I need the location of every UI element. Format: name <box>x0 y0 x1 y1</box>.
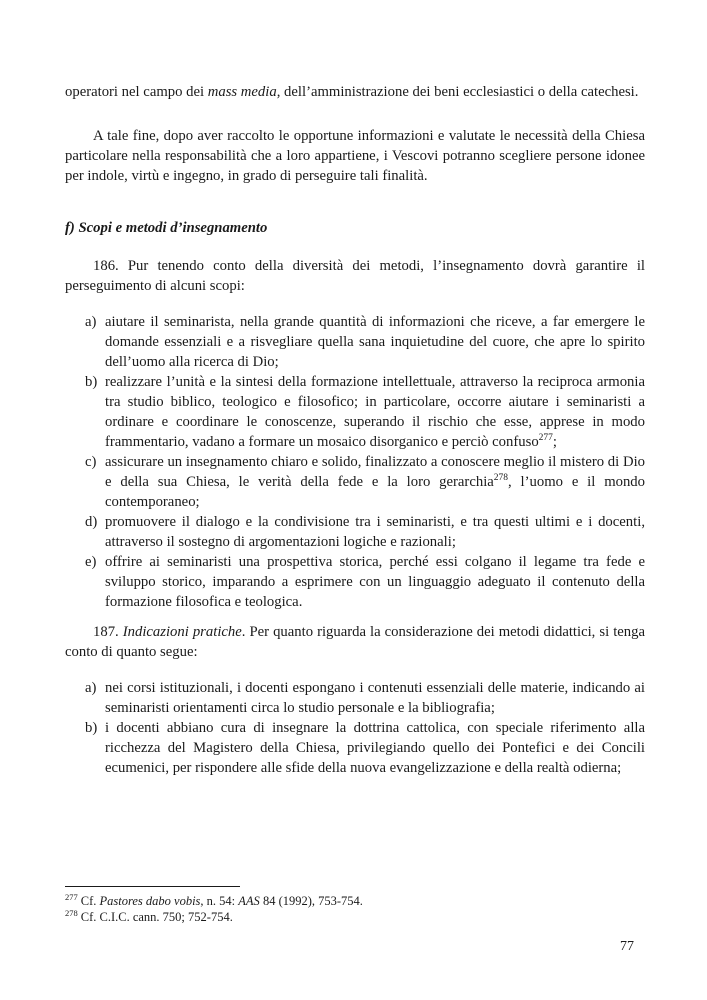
section-heading: f) Scopi e metodi d’insegnamento <box>65 220 268 236</box>
list-marker: c) <box>85 454 97 470</box>
list-item-a <box>65 312 645 372</box>
list-marker: b) <box>85 720 98 736</box>
list-item-d <box>65 512 645 552</box>
footnote-text: Cf. Pastores dabo vobis, n. 54: AAS 84 (1992), 753-754. <box>80 894 363 908</box>
paragraph-186: 186. Pur tenendo conto della diversità dei metodi, l’insegnamento dovrà garantire il perseguimento di alcuni scopi: <box>65 258 645 294</box>
footnote-number: 278 <box>65 907 78 918</box>
list-scopi <box>65 312 645 612</box>
paragraph-a-tale-fine: A tale fine, dopo aver raccolto le opportune informazioni e valutate le necessità della Chiesa particolare nella responsabilità che a loro appartiene, i Vescovi potranno scegliere persone idonee per indole, virtù e ingegno, in grado di perseguire tali finalità. <box>65 128 645 184</box>
list-marker: d) <box>85 514 98 530</box>
list-marker: a) <box>85 314 97 330</box>
list-item-b <box>65 718 645 778</box>
list-item-text: offrire ai seminaristi una prospettiva storica, perché essi colgano il legame tra fede e sviluppo storico, imparando a esprimere con un linguaggio adeguato il contenuto della formazione filosofica e teologica. <box>105 554 645 610</box>
paragraph-continuation: operatori nel campo dei mass media, dell’amministrazione dei beni ecclesiastici o della catechesi. <box>65 84 639 100</box>
page-content <box>65 0 645 778</box>
list-item-text: i docenti abbiano cura di insegnare la dottrina cattolica, con speciale riferimento alla ricchezza del Magistero della Chiesa, privilegiando quello dei Pontefici e dei Concili ecumenici, per rispondere alle sfide della nuova evangelizzazione e della realtà odierna; <box>105 720 645 776</box>
list-item-text: nei corsi istituzionali, i docenti espongano i contenuti essenziali delle materie, indicando ai seminaristi orientamenti circa lo studio personale e la bibliografia; <box>105 680 645 716</box>
list-marker: b) <box>85 374 98 390</box>
footnote-number: 277 <box>65 891 78 902</box>
list-item-b <box>65 372 645 452</box>
page-number: 77 <box>620 939 634 954</box>
paragraph-187: 187. Indicazioni pratiche. Per quanto riguarda la considerazione dei metodi didattici, si tenga conto di quanto segue: <box>65 624 645 660</box>
footnote-text: Cf. C.I.C. cann. 750; 752-754. <box>80 910 233 924</box>
list-item-text: aiutare il seminarista, nella grande quantità di informazioni che riceve, a far emergere le domande essenziali e a risvegliare quella sana inquietudine del cuore, che apre lo spirito dell’uomo alla ricerca di Dio; <box>105 314 645 370</box>
list-item-text: assicurare un insegnamento chiaro e solido, finalizzato a conoscere meglio il mistero di Dio e della sua Chiesa, le verità della fede e la loro gerarchia$^{278}$, l’uomo e il mondo contemporaneo; <box>105 454 645 510</box>
list-indicazioni <box>65 678 645 778</box>
list-marker: e) <box>85 554 97 570</box>
list-item-text: promuovere il dialogo e la condivisione tra i seminaristi, e tra questi ultimi e i docenti, attraverso il sostegno di argomentazioni logiche e razionali; <box>105 514 645 550</box>
list-item-a <box>65 678 645 718</box>
footnote-277 <box>65 893 645 909</box>
list-item-e <box>65 552 645 612</box>
list-marker: a) <box>85 680 97 696</box>
footnote-278 <box>65 909 645 925</box>
list-item-text: realizzare l’unità e la sintesi della formazione intellettuale, attraverso la reciproca armonia tra studio biblico, teologico e filosofico; in particolare, occorre aiutare i seminaristi a ordinare e coordinare le conoscenze, superando il rischio che esse, apprese in modo frammentario, vadano a formare un mosaico disorganico e perciò confuso$^{277}$; <box>105 374 645 450</box>
footnote-block <box>65 886 645 925</box>
footnote-separator-rule <box>65 886 240 887</box>
list-item-c <box>65 452 645 512</box>
